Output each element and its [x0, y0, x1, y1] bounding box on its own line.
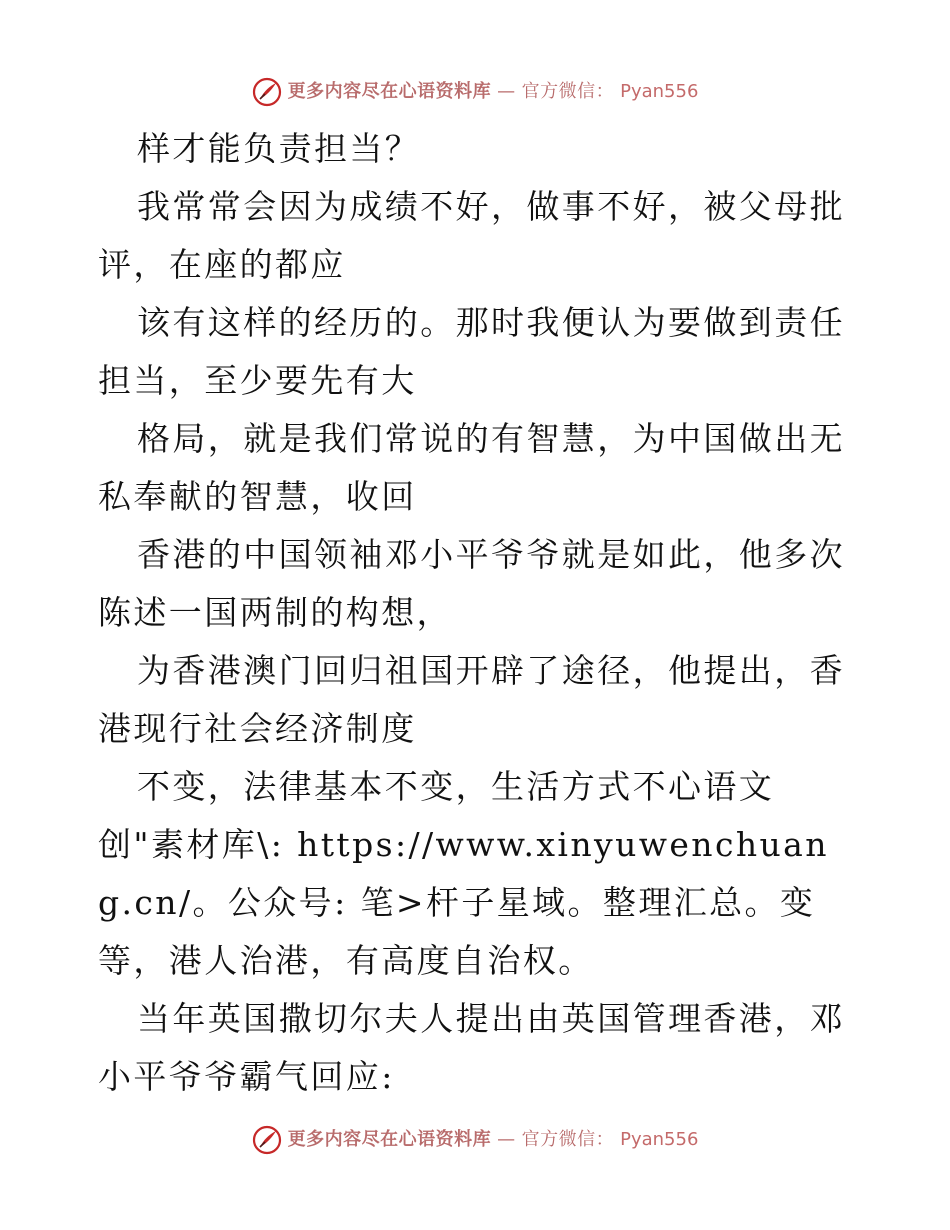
paragraph-line: 样才能负责担当？ [137, 129, 421, 168]
watermark-dash: — [497, 81, 516, 102]
watermark-wechat-id: Pyan556 [620, 1129, 699, 1150]
paragraph-line: 现行社会经济制度 [133, 709, 417, 748]
paragraph [98, 178, 858, 294]
paragraph-line: 评，在座的都应 [98, 245, 346, 284]
watermark-dash: — [497, 1129, 516, 1150]
paragraph-line: 当年英国撒切尔夫人提出由英国管理香港，邓小 [98, 999, 845, 1096]
watermark-wechat-id: Pyan556 [620, 81, 699, 102]
quill-logo-icon [252, 77, 282, 107]
paragraph [98, 642, 858, 758]
watermark-main-text: 更多内容尽在心语资料库 [287, 1129, 492, 1150]
paragraph-line: 平爷爷霸气回应: [133, 1057, 395, 1096]
paragraph [98, 758, 858, 990]
watermark-main-text: 更多内容尽在心语资料库 [287, 81, 492, 102]
header-watermark [0, 72, 950, 112]
paragraph [98, 120, 858, 178]
quill-logo-icon [252, 1125, 282, 1155]
paragraph [98, 990, 858, 1106]
paragraph-line: 有高度自治权。 [345, 941, 594, 980]
paragraph-line: 香港的中国领袖邓小平爷爷就是如此，他多次陈 [98, 535, 845, 632]
paragraph-line: 格局，就是我们常说的有智慧，为中国做出无私 [98, 419, 845, 516]
paragraph-line: 不变，法律基本不变，生活方式不心语文创"素 [98, 767, 775, 864]
paragraph-line: 该有这样的经历的。那时我便认为要做到责任担 [98, 303, 845, 400]
paragraph-line: 号: 笔>杆子星域。整理汇总。变等，港人治港， [98, 883, 816, 980]
paragraph [98, 294, 858, 410]
paragraph-line: 材库\: https://www.xinyuwenchuang.cn/。公众 [98, 825, 829, 922]
paragraph [98, 526, 858, 642]
watermark-sub-text: 官方微信： [521, 81, 615, 102]
paragraph-line: 为香港澳门回归祖国开辟了途径，他提出，香港 [98, 651, 845, 748]
paragraph-line: 我常常会因为成绩不好，做事不好，被父母批 [137, 187, 845, 226]
paragraph-line: 当，至少要先有大 [133, 361, 417, 400]
paragraph-line: 述一国两制的构想， [133, 593, 453, 632]
watermark-sub-text: 官方微信： [521, 1129, 615, 1150]
paragraph [98, 410, 858, 526]
footer-watermark [0, 1120, 950, 1160]
paragraph-line: 奉献的智慧，收回 [133, 477, 417, 516]
document-body [98, 120, 858, 1106]
